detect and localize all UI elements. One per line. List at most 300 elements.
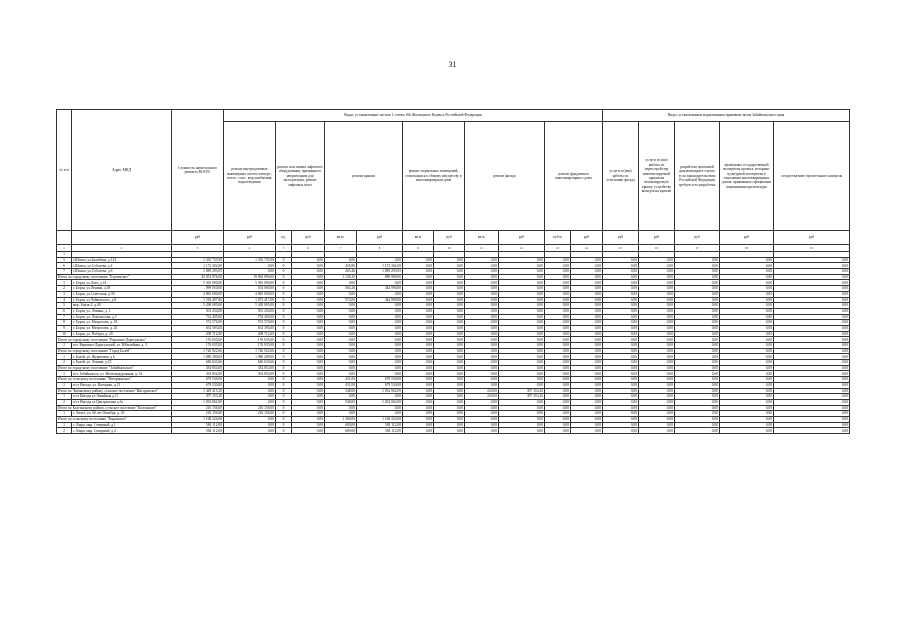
- value-cell: 0,00: [499, 280, 545, 286]
- value-cell: 0,00: [325, 291, 357, 297]
- value-cell: 0,00: [403, 263, 434, 269]
- value-cell: 0,00: [325, 371, 357, 377]
- value-cell: 679 530,00: [357, 382, 403, 388]
- value-cell: 1 073 417,00: [224, 297, 276, 303]
- value-cell: 0,00: [675, 422, 720, 428]
- column-numbers-row: [57, 245, 850, 252]
- row-number: 1: [57, 343, 72, 349]
- value-cell: 0,00: [545, 291, 571, 297]
- value-cell: 0,00: [292, 428, 325, 434]
- value-cell: 0,00: [720, 377, 774, 383]
- column-number-cell: 4: [224, 245, 276, 252]
- value-cell: 0,00: [499, 269, 545, 275]
- value-cell: 208 712,00: [172, 331, 224, 337]
- value-cell: 0: [276, 291, 292, 297]
- value-cell: 1 335 735,98: [172, 257, 224, 263]
- value-cell: 220,00: [465, 388, 499, 394]
- value-cell: 584 112,00: [172, 428, 224, 434]
- value-cell: 0,00: [499, 371, 545, 377]
- value-cell: 0,00: [434, 411, 465, 417]
- value-cell: 0,00: [357, 291, 403, 297]
- value-cell: 0,00: [603, 416, 639, 422]
- value-cell: 0,00: [603, 314, 639, 320]
- value-cell: 354 854,00: [172, 365, 224, 371]
- value-cell: 0,00: [720, 428, 774, 434]
- value-cell: 0,00: [720, 337, 774, 343]
- value-cell: 0,00: [603, 325, 639, 331]
- value-cell: 0,00: [720, 411, 774, 417]
- row-number: 6: [57, 263, 72, 269]
- unit-cell: руб: [774, 231, 850, 245]
- value-cell: 1 168 224,00: [357, 416, 403, 422]
- header-total-cost: Стоимость капитального ремонта ВСЕГО: [172, 110, 224, 231]
- value-cell: 0,00: [465, 286, 499, 292]
- value-cell: 176 035,00: [224, 343, 276, 349]
- value-cell: 572 570,00: [172, 320, 224, 326]
- subtotal-label: Итого по Читинскому району, сельское поселение "Ингодинское": [57, 388, 172, 394]
- value-cell: 646 633,66: [172, 360, 224, 366]
- value-cell: 0,00: [545, 399, 571, 405]
- value-cell: 0: [276, 303, 292, 309]
- header-basement: ремонт подвальных помещений, относящихся к общему имуществу в многоквартирном доме: [403, 122, 465, 231]
- value-cell: 646 633,66: [224, 360, 276, 366]
- value-cell: 0,00: [325, 337, 357, 343]
- header-group-housing-code: Виды, установленные частью 1 статьи 166 Жилищного Кодекса Российской Федерации: [224, 110, 603, 122]
- value-cell: 0,00: [720, 325, 774, 331]
- value-cell: 0,00: [292, 274, 325, 280]
- value-cell: 0,00: [403, 360, 434, 366]
- value-cell: 444 990,00: [357, 297, 403, 303]
- value-cell: 0,00: [571, 371, 603, 377]
- value-cell: 0,00: [720, 308, 774, 314]
- value-cell: 0,00: [571, 291, 603, 297]
- value-cell: 0,00: [434, 308, 465, 314]
- value-cell: 0: [276, 274, 292, 280]
- value-cell: 0,00: [403, 314, 434, 320]
- value-cell: 216 156,00: [224, 411, 276, 417]
- value-cell: 1 726 922,66: [172, 348, 224, 354]
- value-cell: 0,00: [774, 388, 850, 394]
- value-cell: 0,00: [545, 257, 571, 263]
- value-cell: 652 393,00: [224, 325, 276, 331]
- value-cell: 0,00: [403, 354, 434, 360]
- value-cell: 0,00: [571, 428, 603, 434]
- value-cell: 354 854,00: [172, 371, 224, 377]
- value-cell: 0,00: [571, 405, 603, 411]
- value-cell: 0: [276, 382, 292, 388]
- value-cell: 0,00: [292, 354, 325, 360]
- value-cell: 0,00: [545, 263, 571, 269]
- value-cell: 0,00: [545, 308, 571, 314]
- value-cell: 0,00: [639, 354, 675, 360]
- value-cell: 0: [276, 257, 292, 263]
- value-cell: 0,00: [292, 320, 325, 326]
- value-cell: 1 085 293,95: [357, 269, 403, 275]
- value-cell: 0,00: [571, 308, 603, 314]
- row-number: 1: [57, 371, 72, 377]
- value-cell: 0,00: [675, 388, 720, 394]
- address-cell: г. Борзя, ул. Ленина, д. 1: [72, 308, 172, 314]
- value-cell: 0,00: [434, 263, 465, 269]
- value-cell: 501 254,00: [172, 308, 224, 314]
- value-cell: 0,00: [292, 331, 325, 337]
- value-cell: 0,00: [357, 394, 403, 400]
- value-cell: 0,00: [545, 405, 571, 411]
- value-cell: 0,00: [675, 257, 720, 263]
- value-cell: 548,00: [325, 388, 357, 394]
- value-cell: 0,00: [571, 263, 603, 269]
- value-cell: 0,00: [639, 269, 675, 275]
- value-cell: 0,00: [357, 354, 403, 360]
- value-cell: 0: [276, 263, 292, 269]
- value-cell: 0,00: [465, 399, 499, 405]
- value-cell: 0,00: [675, 382, 720, 388]
- value-cell: 0,00: [603, 343, 639, 349]
- value-cell: 0,00: [639, 343, 675, 349]
- value-cell: 0,00: [465, 428, 499, 434]
- value-cell: 0,00: [403, 325, 434, 331]
- unit-cell: руб: [675, 231, 720, 245]
- value-cell: 0,00: [571, 325, 603, 331]
- value-cell: 0,00: [720, 263, 774, 269]
- address-cell: г. Борзя, ул.Чайковского, д.8: [72, 297, 172, 303]
- value-cell: 0,00: [224, 428, 276, 434]
- unit-cell: кв.м.: [325, 231, 357, 245]
- value-cell: 0,00: [603, 411, 639, 417]
- value-cell: 0: [276, 325, 292, 331]
- value-cell: 0,00: [292, 405, 325, 411]
- value-cell: 0,00: [639, 314, 675, 320]
- value-cell: 0,00: [403, 343, 434, 349]
- value-cell: 0,00: [545, 377, 571, 383]
- value-cell: 0,00: [720, 360, 774, 366]
- column-number-cell: 7: [325, 245, 357, 252]
- value-cell: 0,00: [545, 394, 571, 400]
- row-number: 1: [57, 422, 72, 428]
- column-number-cell: 5: [276, 245, 292, 252]
- row-number: 1: [57, 394, 72, 400]
- value-cell: 0,00: [499, 314, 545, 320]
- value-cell: 0,00: [720, 382, 774, 388]
- value-cell: 0,00: [292, 325, 325, 331]
- value-cell: 0,00: [774, 394, 850, 400]
- value-cell: 0,00: [292, 422, 325, 428]
- address-cell: г. Борзя, ул. Победы, д. 20: [72, 331, 172, 337]
- value-cell: 0,00: [465, 411, 499, 417]
- value-cell: 0,00: [434, 269, 465, 275]
- value-cell: 0,00: [571, 399, 603, 405]
- value-cell: 0: [276, 320, 292, 326]
- value-cell: 0,00: [434, 422, 465, 428]
- value-cell: 0,00: [545, 360, 571, 366]
- unit-cell: руб: [603, 231, 639, 245]
- units-blank: [57, 231, 72, 245]
- value-cell: 0,00: [292, 269, 325, 275]
- value-cell: 5 365 000,00: [172, 280, 224, 286]
- value-cell: 0,00: [325, 405, 357, 411]
- subtotal-label: Итого по городскому поселению "Город Балей": [57, 348, 172, 354]
- value-cell: 0,00: [499, 360, 545, 366]
- column-number-cell: 19: [774, 245, 850, 252]
- value-cell: 0,00: [639, 422, 675, 428]
- value-cell: 0,00: [545, 297, 571, 303]
- row-number: 7: [57, 314, 72, 320]
- value-cell: 0,00: [675, 371, 720, 377]
- value-cell: 0,00: [325, 348, 357, 354]
- value-cell: 0,00: [675, 320, 720, 326]
- value-cell: 0,00: [224, 388, 276, 394]
- value-cell: 0,00: [292, 286, 325, 292]
- value-cell: 0,00: [325, 320, 357, 326]
- value-cell: 0,00: [465, 303, 499, 309]
- value-cell: 0,00: [720, 416, 774, 422]
- value-cell: 0,00: [639, 325, 675, 331]
- address-cell: с. Калга, ул. 60 лет Октября, д. 45: [72, 411, 172, 417]
- value-cell: 0,00: [357, 337, 403, 343]
- value-cell: 0,00: [499, 291, 545, 297]
- value-cell: 0,00: [571, 416, 603, 422]
- value-cell: 554 060,00: [224, 286, 276, 292]
- column-number-cell: 15: [603, 245, 639, 252]
- value-cell: 0,00: [292, 394, 325, 400]
- value-cell: 0,00: [499, 348, 545, 354]
- value-cell: 0,00: [434, 331, 465, 337]
- value-cell: 0,00: [675, 394, 720, 400]
- value-cell: 0,00: [292, 343, 325, 349]
- row-number: 1: [57, 411, 72, 417]
- value-cell: 0,00: [720, 343, 774, 349]
- value-cell: 0,00: [465, 320, 499, 326]
- value-cell: 0,00: [499, 365, 545, 371]
- value-cell: 501 254,00: [224, 308, 276, 314]
- value-cell: 397 353,20: [499, 394, 545, 400]
- value-cell: 0,00: [403, 291, 434, 297]
- value-cell: 354 854,00: [224, 371, 276, 377]
- value-cell: 0: [276, 354, 292, 360]
- value-cell: 0,00: [357, 331, 403, 337]
- value-cell: 1 360,00: [325, 416, 357, 422]
- value-cell: 0,00: [774, 337, 850, 343]
- value-cell: 0,00: [603, 377, 639, 383]
- address-cell: г. Балей, ул. Ленина, д.23: [72, 360, 172, 366]
- value-cell: 0,00: [603, 399, 639, 405]
- value-cell: 0,00: [357, 325, 403, 331]
- value-cell: 0: [276, 286, 292, 292]
- value-cell: 0,00: [639, 365, 675, 371]
- value-cell: 0,00: [774, 331, 850, 337]
- value-cell: 1 080 289,00: [172, 354, 224, 360]
- value-cell: 0,00: [675, 286, 720, 292]
- value-cell: 732 405,00: [172, 314, 224, 320]
- value-cell: 0,00: [545, 354, 571, 360]
- address-cell: г. Борзя, ул. Ломоносова, д.3: [72, 314, 172, 320]
- value-cell: 0,00: [545, 286, 571, 292]
- value-cell: 0,00: [465, 382, 499, 388]
- value-cell: 0,00: [403, 405, 434, 411]
- value-cell: 0,00: [465, 337, 499, 343]
- value-cell: 0,00: [465, 257, 499, 263]
- value-cell: 889 980,00: [357, 274, 403, 280]
- value-cell: 0,00: [571, 360, 603, 366]
- value-cell: 0,00: [545, 331, 571, 337]
- value-cell: 0,00: [639, 331, 675, 337]
- value-cell: 0,00: [603, 422, 639, 428]
- value-cell: 0: [276, 314, 292, 320]
- value-cell: 0,00: [403, 269, 434, 275]
- value-cell: 0,00: [434, 303, 465, 309]
- value-cell: 0,00: [675, 405, 720, 411]
- value-cell: 0,00: [571, 331, 603, 337]
- value-cell: 0,00: [292, 360, 325, 366]
- value-cell: 548,00: [325, 399, 357, 405]
- value-cell: 397 353,20: [499, 388, 545, 394]
- unit-cell: кв.м: [403, 231, 434, 245]
- value-cell: 0,00: [224, 394, 276, 400]
- value-cell: 0,00: [720, 303, 774, 309]
- value-cell: 0,00: [720, 348, 774, 354]
- value-cell: 0,00: [499, 405, 545, 411]
- value-cell: 0,00: [292, 388, 325, 394]
- header-group-row: [57, 110, 850, 122]
- value-cell: 0: [276, 371, 292, 377]
- row-number: 5: [57, 303, 72, 309]
- value-cell: 0,00: [675, 343, 720, 349]
- header-foundation: ремонт фундамента многоквартирного дома: [545, 122, 603, 231]
- row-number: 2: [57, 399, 72, 405]
- value-cell: 0,00: [403, 286, 434, 292]
- value-cell: 0,00: [675, 399, 720, 405]
- value-cell: 0,00: [675, 269, 720, 275]
- value-cell: 0,00: [292, 371, 325, 377]
- value-cell: 0,00: [675, 337, 720, 343]
- value-cell: 0,00: [774, 263, 850, 269]
- value-cell: 0,00: [434, 388, 465, 394]
- unit-cell: куб.м: [545, 231, 571, 245]
- unit-cell: ед.: [276, 231, 292, 245]
- value-cell: 0,00: [571, 343, 603, 349]
- value-cell: 0,00: [499, 399, 545, 405]
- column-number-cell: 17: [675, 245, 720, 252]
- value-cell: 0,00: [774, 382, 850, 388]
- value-cell: 0,00: [545, 348, 571, 354]
- value-cell: 0,00: [325, 325, 357, 331]
- value-cell: 0,00: [603, 297, 639, 303]
- value-cell: 0,00: [434, 365, 465, 371]
- value-cell: 0,00: [465, 405, 499, 411]
- row-number: 5: [57, 257, 72, 263]
- value-cell: 0,00: [292, 297, 325, 303]
- value-cell: 0: [276, 308, 292, 314]
- value-cell: 0,00: [571, 411, 603, 417]
- value-cell: 0,00: [325, 365, 357, 371]
- value-cell: 19 962 896,00: [224, 274, 276, 280]
- value-cell: 0,00: [292, 291, 325, 297]
- row-number: 4: [57, 297, 72, 303]
- value-cell: 0,00: [774, 377, 850, 383]
- value-cell: 0,00: [571, 286, 603, 292]
- value-cell: 0,00: [774, 354, 850, 360]
- row-number: 3: [57, 291, 72, 297]
- value-cell: 0,00: [325, 331, 357, 337]
- value-cell: 0,00: [434, 314, 465, 320]
- value-cell: 0,00: [774, 257, 850, 263]
- header-roof-change: услуги и (или) работы по переустройству невентилируемой крыши на вентилируемую крышу, устройству выходов на кровлю: [639, 122, 675, 231]
- address-cell: п/ст Ингода ул.Центральная д.3а: [72, 399, 172, 405]
- value-cell: 1 032 062,00: [172, 399, 224, 405]
- value-cell: 0,00: [292, 411, 325, 417]
- value-cell: 0,00: [571, 348, 603, 354]
- value-cell: 0,00: [403, 320, 434, 326]
- value-cell: 0,00: [603, 354, 639, 360]
- value-cell: 0,00: [465, 280, 499, 286]
- page-number: 31: [448, 60, 457, 69]
- column-number-cell: 1: [57, 245, 72, 252]
- column-number-cell: 16: [639, 245, 675, 252]
- value-cell: 0,00: [465, 274, 499, 280]
- unit-cell: руб: [224, 231, 276, 245]
- table-row: [57, 428, 850, 434]
- value-cell: 20 852 876,00: [172, 274, 224, 280]
- value-cell: 0,00: [434, 325, 465, 331]
- value-cell: 0,00: [292, 308, 325, 314]
- value-cell: 0,00: [224, 399, 276, 405]
- value-cell: 0: [276, 416, 292, 422]
- value-cell: 0,00: [720, 280, 774, 286]
- value-cell: 0,00: [499, 422, 545, 428]
- value-cell: 0,00: [603, 331, 639, 337]
- value-cell: 0,00: [675, 331, 720, 337]
- value-cell: 0,00: [292, 263, 325, 269]
- value-cell: 0,00: [639, 411, 675, 417]
- value-cell: 0,00: [639, 399, 675, 405]
- header-construction-control: осуществление строительного контроля: [774, 122, 850, 231]
- column-number-cell: 18: [720, 245, 774, 252]
- value-cell: 680,00: [325, 422, 357, 428]
- value-cell: 0,00: [499, 343, 545, 349]
- value-cell: 0,00: [292, 337, 325, 343]
- value-cell: 0,00: [603, 280, 639, 286]
- address-cell: г. Борзя, ул.Лазо, д.14: [72, 280, 172, 286]
- value-cell: 0,00: [465, 291, 499, 297]
- column-number-cell: 9: [403, 245, 434, 252]
- value-cell: 1 518 407,00: [172, 297, 224, 303]
- value-cell: 0,00: [292, 348, 325, 354]
- value-cell: 0,00: [499, 354, 545, 360]
- value-cell: 0,00: [434, 291, 465, 297]
- value-cell: 0,00: [403, 377, 434, 383]
- unit-cell: руб: [499, 231, 545, 245]
- value-cell: 0,00: [499, 416, 545, 422]
- value-cell: 0,00: [403, 308, 434, 314]
- value-cell: 0,00: [357, 360, 403, 366]
- value-cell: 0,00: [465, 331, 499, 337]
- address-cell: п/ст Нагода, ул. Нагорная, д.13: [72, 382, 172, 388]
- value-cell: 431,00: [325, 382, 357, 388]
- value-cell: 0,00: [292, 303, 325, 309]
- value-cell: 0,00: [571, 297, 603, 303]
- value-cell: 0,00: [434, 348, 465, 354]
- value-cell: 0: [276, 411, 292, 417]
- header-group-regional-act: Виды, установленные нормативным правовым актом Забайкальского края: [603, 110, 850, 122]
- value-cell: 0,00: [325, 308, 357, 314]
- value-cell: 435,80: [325, 263, 357, 269]
- value-cell: 0,00: [465, 365, 499, 371]
- value-cell: 0,00: [720, 365, 774, 371]
- value-cell: 176 035,00: [172, 337, 224, 343]
- value-cell: 0,00: [403, 348, 434, 354]
- value-cell: 680,00: [325, 428, 357, 434]
- value-cell: 0,00: [499, 308, 545, 314]
